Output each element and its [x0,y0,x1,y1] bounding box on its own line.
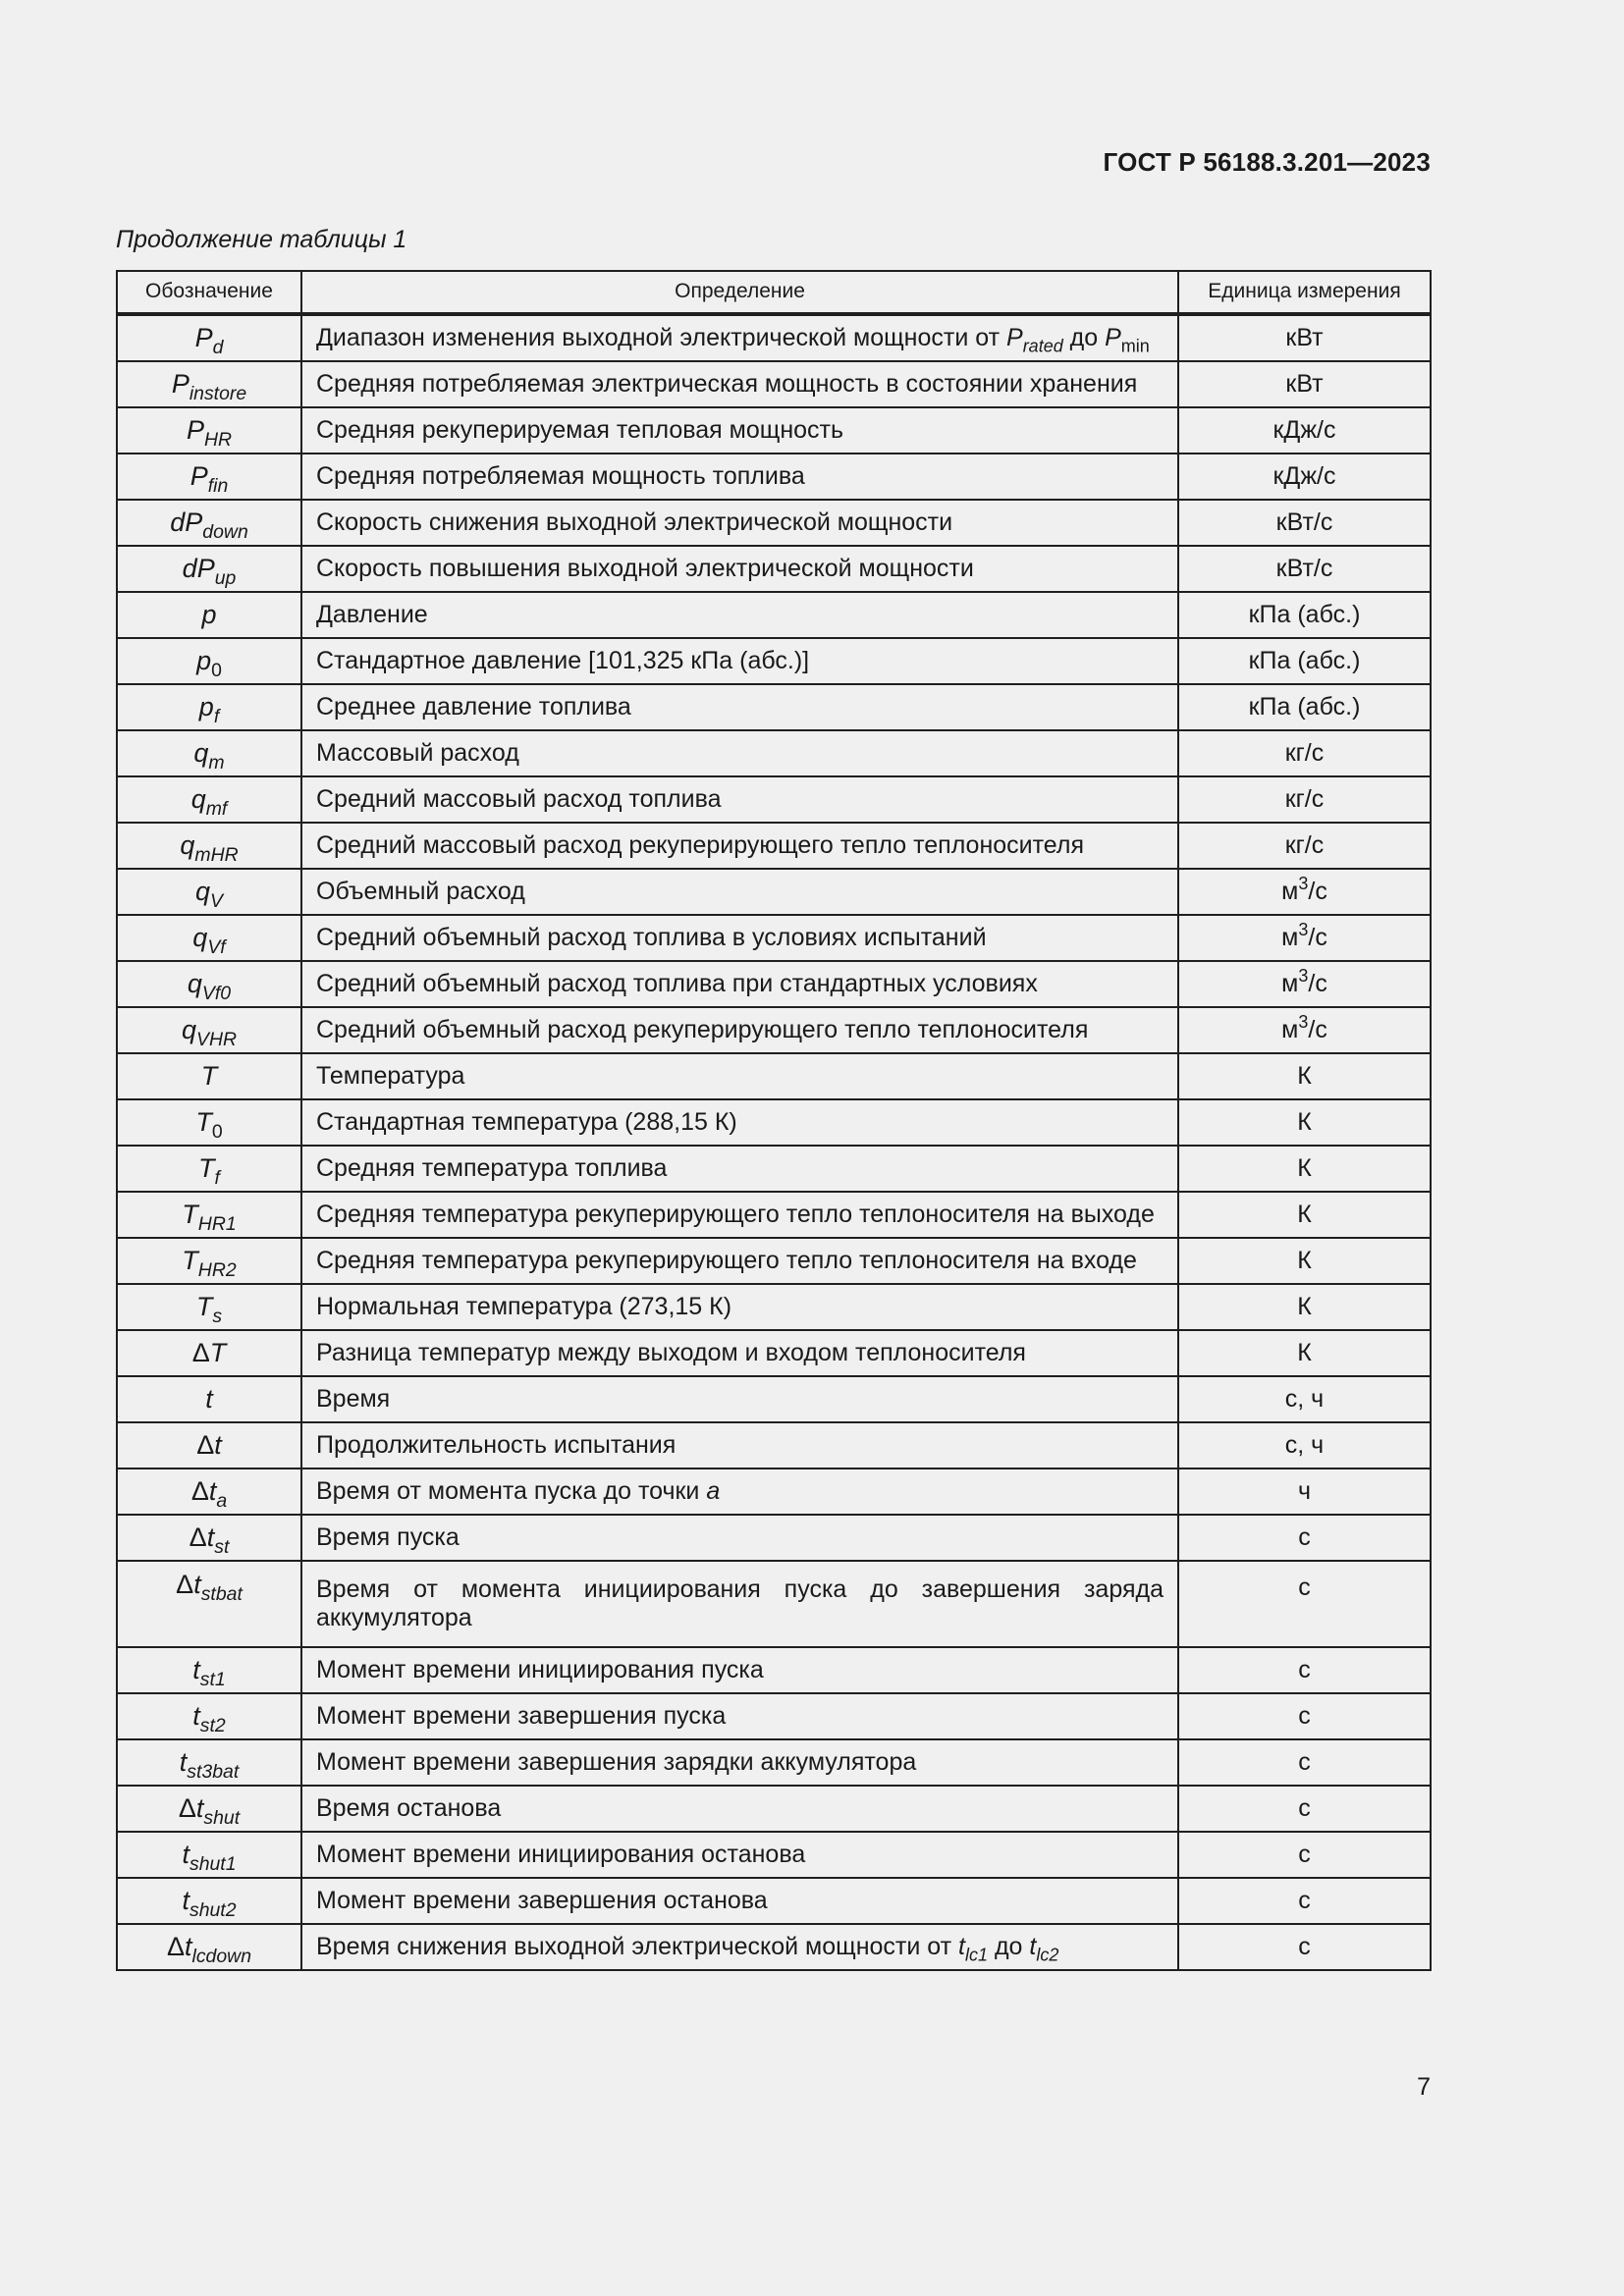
unit-cell [1178,961,1431,1007]
symbol-cell [117,1007,301,1053]
symbol-base: p [198,691,214,721]
definition-cell [301,314,1178,361]
symbol-subscript: shut2 [189,1898,237,1921]
table-row [117,638,1431,684]
symbol-subscript: 0 [211,659,222,681]
symbol-base: q [193,737,209,768]
symbol-base: p [196,645,212,675]
symbol-subscript: V [210,889,223,912]
symbol-cell [117,454,301,500]
table-row [117,1693,1431,1739]
symbol-cell [117,361,301,407]
unit-superscript: 3 [1298,966,1309,987]
inline-symbol-subscript: rated [1022,336,1063,356]
definition-cell: Момент времени завершения зарядки аккумулятора [301,1739,1178,1786]
symbol-cell [117,638,301,684]
symbol-cell [117,1878,301,1924]
symbol-subscript: st2 [199,1714,226,1736]
symbol-base: P [186,414,204,445]
unit-cell: кВт/с [1178,546,1431,592]
unit-cell: К [1178,1192,1431,1238]
unit-base: м [1281,878,1299,906]
unit-cell: с [1178,1693,1431,1739]
symbol-subscript: a [216,1489,228,1512]
unit-cell: с [1178,1924,1431,1970]
inline-symbol-subscript: lc2 [1036,1945,1059,1965]
symbol-subscript: f [214,1166,220,1189]
definition-cell: Массовый расход [301,730,1178,776]
table-row [117,1376,1431,1422]
table-row [117,776,1431,823]
table-row [117,1647,1431,1693]
symbol-subscript: HR1 [197,1212,237,1235]
symbol-subscript: instore [189,382,247,404]
symbol-cell [117,1192,301,1238]
definition-cell: Средний объемный расход топлива в условиях испытаний [301,915,1178,961]
unit-base: м [1281,970,1299,998]
symbol-cell [117,1561,301,1647]
delta-symbol: Δ [190,1475,209,1506]
unit-cell: кг/с [1178,823,1431,869]
delta-symbol: Δ [166,1931,185,1961]
symbol-cell [117,1238,301,1284]
definition-cell: Момент времени завершения останова [301,1878,1178,1924]
unit-cell [1178,1007,1431,1053]
unit-cell: К [1178,1238,1431,1284]
symbol-cell [117,915,301,961]
table-row [117,1192,1431,1238]
unit-cell: с [1178,1832,1431,1878]
delta-symbol: Δ [196,1429,215,1460]
symbol-subscript: m [208,751,225,774]
symbol-base: t [205,1383,213,1414]
symbol-base: t [185,1931,192,1961]
symbol-subscript: 0 [211,1120,223,1143]
table-row [117,1330,1431,1376]
definition-cell [301,1468,1178,1515]
unit-cell: с [1178,1561,1431,1647]
definition-cell: Среднее давление топлива [301,684,1178,730]
symbol-cell [117,776,301,823]
symbol-cell [117,823,301,869]
definition-cell [301,1924,1178,1970]
symbol-subscript: f [213,705,220,727]
symbol-base: q [187,968,202,998]
unit-tail: /с [1308,970,1327,998]
symbol-cell [117,407,301,454]
page-number: 7 [1417,2073,1431,2101]
definition-cell: Нормальная температура (273,15 К) [301,1284,1178,1330]
delta-symbol: Δ [191,1337,210,1367]
definitions-table [116,270,1432,1971]
symbol-base: t [193,1570,201,1599]
symbol-cell [117,684,301,730]
delta-symbol: Δ [176,1570,194,1599]
symbol-base: t [208,1475,217,1506]
symbol-cell [117,1099,301,1146]
table-row [117,1468,1431,1515]
symbol-base: T [195,1291,213,1321]
symbol-cell [117,1146,301,1192]
symbol-base: T [209,1337,227,1367]
table-row [117,546,1431,592]
col-header-definition: Определение [301,271,1178,314]
definition-cell: Время от момента инициирования пуска до завершения заряда аккумулятора [301,1561,1178,1647]
unit-cell: К [1178,1146,1431,1192]
inline-symbol-subscript: lc1 [964,1945,988,1965]
symbol-subscript: mf [205,797,228,820]
table-row [117,961,1431,1007]
definition-cell: Температура [301,1053,1178,1099]
definition-point-label: a [706,1477,721,1506]
symbol-base: q [180,829,195,860]
unit-cell: кг/с [1178,730,1431,776]
symbol-base: t [182,1885,189,1915]
table-row [117,1007,1431,1053]
symbol-base: P [189,460,208,491]
definition-cell: Средняя температура рекуперирующего тепло теплоносителя на выходе [301,1192,1178,1238]
table-row [117,500,1431,546]
unit-superscript: 3 [1298,920,1309,940]
symbol-base: p [201,599,217,629]
definition-cell: Средняя температура топлива [301,1146,1178,1192]
symbol-cell [117,1647,301,1693]
table-row [117,823,1431,869]
inline-symbol-subscript: min [1120,336,1150,356]
col-header-unit: Единица измерения [1178,271,1431,314]
definition-text: до [1069,324,1106,352]
unit-tail: /с [1308,924,1327,952]
symbol-cell [117,1422,301,1468]
unit-cell: кПа (абс.) [1178,592,1431,638]
unit-base: м [1281,1016,1299,1044]
table-row [117,1832,1431,1878]
definition-text: Диапазон изменения выходной электрической мощности от [316,324,1006,352]
definition-cell: Момент времени инициирования останова [301,1832,1178,1878]
delta-symbol: Δ [178,1792,196,1823]
definition-text: Время от момента пуска до точки [316,1477,707,1506]
symbol-cell [117,1832,301,1878]
table-row [117,1053,1431,1099]
definition-cell: Средняя температура рекуперирующего тепло теплоносителя на входе [301,1238,1178,1284]
table-row [117,1422,1431,1468]
symbol-cell [117,869,301,915]
unit-base: м [1281,924,1299,952]
unit-tail: /с [1308,878,1327,906]
table-row [117,361,1431,407]
table-row [117,1515,1431,1561]
table-row [117,915,1431,961]
unit-cell: кг/с [1178,776,1431,823]
definition-cell: Средний массовый расход топлива [301,776,1178,823]
unit-tail: /с [1308,1016,1327,1044]
definition-text: до [994,1933,1030,1961]
table-row [117,1878,1431,1924]
symbol-base: t [179,1746,188,1777]
unit-cell: К [1178,1330,1431,1376]
symbol-cell [117,1330,301,1376]
symbol-cell [117,1693,301,1739]
symbol-base: q [192,922,208,952]
symbol-base: t [192,1700,200,1731]
symbol-cell [117,1739,301,1786]
table-row [117,1099,1431,1146]
definition-cell: Средняя потребляемая мощность топлива [301,454,1178,500]
symbol-subscript: s [212,1305,223,1327]
inline-symbol-base: t [1029,1933,1037,1961]
table-row [117,407,1431,454]
symbol-cell [117,1924,301,1970]
symbol-base: t [192,1654,200,1684]
symbol-subscript: st [214,1535,230,1558]
definition-cell: Давление [301,592,1178,638]
unit-superscript: 3 [1298,874,1309,894]
definition-cell: Момент времени инициирования пуска [301,1647,1178,1693]
symbol-subscript: down [202,520,248,543]
symbol-subscript: st1 [199,1668,226,1690]
definition-cell: Объемный расход [301,869,1178,915]
unit-cell: с [1178,1515,1431,1561]
definition-cell: Время останова [301,1786,1178,1832]
unit-cell [1178,915,1431,961]
definition-cell: Разница температур между выходом и входом теплоносителя [301,1330,1178,1376]
symbol-cell [117,1376,301,1422]
table-row [117,1924,1431,1970]
symbol-cell [117,1284,301,1330]
definition-cell: Скорость снижения выходной электрической мощности [301,500,1178,546]
symbol-subscript: stbat [200,1582,243,1605]
symbol-subscript: up [214,566,237,589]
table-row [117,1786,1431,1832]
document-code: ГОСТ Р 56188.3.201—2023 [1103,147,1431,177]
unit-cell: кВт [1178,314,1431,361]
symbol-base: q [190,783,206,814]
symbol-base: T [195,1106,212,1137]
unit-cell: с [1178,1647,1431,1693]
definition-cell: Средний массовый расход рекуперирующего тепло теплоносителя [301,823,1178,869]
unit-cell: кВт [1178,361,1431,407]
unit-cell: кДж/с [1178,454,1431,500]
unit-cell [1178,869,1431,915]
unit-cell: кДж/с [1178,407,1431,454]
symbol-subscript: shut [203,1806,241,1829]
symbol-cell [117,314,301,361]
symbol-cell [117,1515,301,1561]
symbol-cell [117,730,301,776]
table-row [117,1561,1431,1647]
symbol-subscript: fin [207,474,229,497]
symbol-cell [117,1468,301,1515]
definition-text: Время снижения выходной электрической мощности от [316,1933,959,1961]
unit-cell: К [1178,1053,1431,1099]
symbol-subscript: HR2 [197,1258,237,1281]
delta-symbol: Δ [189,1522,207,1552]
col-header-symbol: Обозначение [117,271,301,314]
symbol-cell [117,1053,301,1099]
table-row [117,1284,1431,1330]
table-row [117,730,1431,776]
symbol-base: t [195,1792,204,1823]
table-row [117,869,1431,915]
symbol-base: T [182,1245,198,1275]
symbol-base: dP [182,553,215,583]
inline-symbol-base: t [958,1933,965,1961]
definition-cell: Средняя потребляемая электрическая мощность в состоянии хранения [301,361,1178,407]
definition-cell: Средний объемный расход топлива при стандартных условиях [301,961,1178,1007]
symbol-subscript: st3bat [187,1760,240,1783]
symbol-cell [117,546,301,592]
unit-cell: кПа (абс.) [1178,684,1431,730]
symbol-cell [117,1786,301,1832]
symbol-base: T [198,1152,215,1183]
symbol-base: P [194,322,213,352]
table-row [117,592,1431,638]
symbol-subscript: VHR [195,1028,238,1050]
table-row [117,684,1431,730]
definition-cell: Стандартная температура (288,15 К) [301,1099,1178,1146]
unit-cell: с [1178,1786,1431,1832]
symbol-base: t [182,1839,189,1869]
definition-cell: Скорость повышения выходной электрической мощности [301,546,1178,592]
table-row [117,314,1431,361]
symbol-subscript: shut1 [189,1852,237,1875]
definition-cell: Средняя рекуперируемая тепловая мощность [301,407,1178,454]
symbol-base: q [195,876,211,906]
table-row [117,1146,1431,1192]
definition-cell: Время пуска [301,1515,1178,1561]
unit-cell: с [1178,1739,1431,1786]
definition-cell: Средний объемный расход рекуперирующего тепло теплоносителя [301,1007,1178,1053]
unit-cell: с [1178,1878,1431,1924]
symbol-cell [117,961,301,1007]
symbol-base: dP [170,507,203,537]
symbol-subscript: d [212,336,224,358]
unit-cell: кВт/с [1178,500,1431,546]
symbol-base: t [206,1522,215,1552]
symbol-base: t [214,1429,222,1460]
unit-cell: К [1178,1284,1431,1330]
unit-cell: ч [1178,1468,1431,1515]
unit-cell: кПа (абс.) [1178,638,1431,684]
unit-cell: К [1178,1099,1431,1146]
unit-superscript: 3 [1298,1012,1309,1033]
inline-symbol-base: P [1105,324,1121,352]
symbol-subscript: mHR [194,843,239,866]
symbol-cell [117,592,301,638]
symbol-base: T [200,1060,218,1091]
table-row [117,1238,1431,1284]
table-caption: Продолжение таблицы 1 [116,226,407,253]
symbol-subscript: HR [203,428,233,451]
symbol-base: q [181,1014,196,1044]
table-row [117,454,1431,500]
unit-cell: с, ч [1178,1422,1431,1468]
symbol-base: P [171,368,189,399]
symbol-cell [117,500,301,546]
definition-cell: Время [301,1376,1178,1422]
definition-cell: Продолжительность испытания [301,1422,1178,1468]
table-row [117,1739,1431,1786]
unit-cell: с, ч [1178,1376,1431,1422]
inline-symbol-base: P [1006,324,1023,352]
definition-cell: Момент времени завершения пуска [301,1693,1178,1739]
symbol-subscript: Vf [207,935,226,958]
table-header-row [117,271,1431,314]
symbol-subscript: Vf0 [201,982,232,1004]
symbol-subscript: lcdown [191,1945,252,1967]
definition-cell: Стандартное давление [101,325 кПа (абс.)] [301,638,1178,684]
symbol-base: T [182,1199,198,1229]
